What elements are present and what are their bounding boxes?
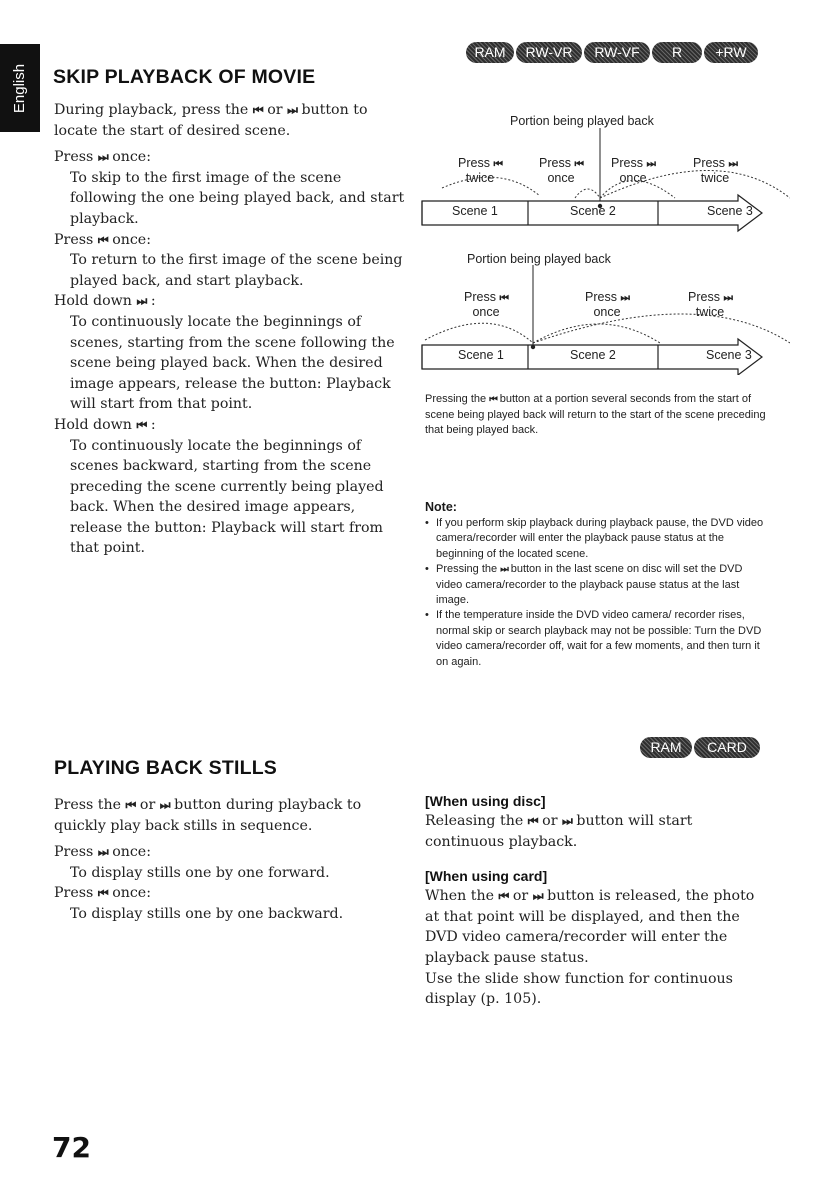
label-line2: twice xyxy=(465,171,495,185)
arrow-skip-back-twice xyxy=(442,177,540,196)
playing-back-stills-body xyxy=(54,795,409,925)
arrow-skip-forward-once xyxy=(533,324,660,343)
item-label: Hold down xyxy=(54,416,132,433)
intro-text-a: During playback, press the xyxy=(54,102,249,118)
badge-r: R xyxy=(652,42,702,63)
language-tab xyxy=(0,44,40,132)
media-type-badges xyxy=(640,737,760,758)
section-title-playing-back-stills: PLAYING BACK STILLS xyxy=(54,757,278,779)
card-paragraph xyxy=(425,886,770,968)
prev-icon: ⏮ xyxy=(252,103,263,117)
intro-text-a: Press the xyxy=(54,797,122,813)
label-line2: twice xyxy=(700,171,730,185)
intro-text-b: or xyxy=(139,797,156,813)
note-block xyxy=(425,500,770,670)
item-suffix: : xyxy=(150,293,156,310)
badge-card: CARD xyxy=(694,737,760,758)
stills-item-press-prev xyxy=(54,883,409,904)
note-item-2 xyxy=(425,562,770,608)
prev-icon: ⏮ xyxy=(97,886,108,901)
item-suffix: once: xyxy=(112,844,151,861)
diagram2-portion-label: Portion being played back xyxy=(467,252,611,266)
item-hold-prev xyxy=(54,415,409,436)
section-title-skip-playback: SKIP PLAYBACK OF MOVIE xyxy=(53,66,316,88)
note-title: Note: xyxy=(425,500,457,514)
note-list xyxy=(425,516,770,670)
item-label: Press xyxy=(54,885,94,902)
intro-text-c: button to locate the start of desired scene. xyxy=(54,102,368,139)
arrow-skip-forward-twice xyxy=(533,314,790,343)
diagram2-scene-2: Scene 2 xyxy=(570,348,616,362)
item-description: To display stills one by one backward. xyxy=(70,905,344,922)
diagram-caption xyxy=(425,392,770,439)
label-line1: Press xyxy=(539,156,571,170)
card-text-b: or xyxy=(512,888,529,905)
note-text-a: Pressing the xyxy=(436,563,498,576)
diagram2-scene-1: Scene 1 xyxy=(458,348,504,362)
label-line1: Press xyxy=(611,156,643,170)
prev-icon: ⏮ xyxy=(125,798,136,812)
item-hold-next xyxy=(54,291,409,312)
label-line2: once xyxy=(472,305,500,319)
label-line2: once xyxy=(547,171,575,185)
item-suffix: once: xyxy=(112,149,151,166)
card-text-a: When the xyxy=(425,888,494,905)
arrow-skip-forward-twice xyxy=(600,171,790,199)
caption-text-b: button at a portion several seconds from the start of scene being played back will return to the start of the scene preceding that being played back. xyxy=(425,393,766,436)
next-icon: ⏭ xyxy=(723,291,732,304)
playback-position-dot xyxy=(531,345,535,349)
item-label: Press xyxy=(54,149,94,166)
caption-text-a: Pressing the xyxy=(425,393,487,405)
item-suffix: once: xyxy=(112,231,151,248)
arrow-skip-back-once xyxy=(575,189,600,198)
disc-type-badges xyxy=(466,42,758,63)
label-line1: Press xyxy=(688,290,720,304)
card-slide-show-note: Use the slide show function for continuous display (p. 105). xyxy=(425,970,733,1008)
label-line1: Press xyxy=(585,290,617,304)
disc-paragraph xyxy=(425,811,770,852)
item-description: To skip to the first image of the scene following the one being played back, and start playback. xyxy=(70,169,405,227)
next-icon: ⏭ xyxy=(646,157,655,170)
page-number: 72 xyxy=(52,1131,91,1164)
next-icon: ⏭ xyxy=(136,294,147,309)
item-label: Press xyxy=(54,231,94,248)
prev-icon: ⏮ xyxy=(527,814,538,828)
intro-text-b: or xyxy=(267,102,283,118)
badge-rw-vf: RW-VF xyxy=(584,42,650,63)
disc-heading: [When using disc] xyxy=(425,793,546,809)
prev-icon: ⏮ xyxy=(574,157,583,170)
item-suffix: : xyxy=(150,416,156,433)
prev-icon: ⏮ xyxy=(498,889,509,904)
diagram1-scene-2: Scene 2 xyxy=(570,204,616,218)
next-icon: ⏭ xyxy=(97,845,108,860)
disc-text-c: button will start continuous playback. xyxy=(425,813,693,850)
next-icon: ⏭ xyxy=(97,150,108,165)
item-description: To return to the first image of the scene being played back, and start playback. xyxy=(70,252,403,289)
item-label: Hold down xyxy=(54,293,132,310)
badge-ram: RAM xyxy=(466,42,514,63)
prev-icon: ⏮ xyxy=(499,291,508,304)
label-line2: once xyxy=(619,171,647,185)
card-text-c: button is released, the photo at that point will be displayed, and then the DVD video camera/recorder will enter the playback pause status. xyxy=(425,888,755,966)
badge-plus-rw: +RW xyxy=(704,42,758,63)
prev-icon: ⏮ xyxy=(136,417,147,432)
diagram1-scene-1: Scene 1 xyxy=(452,204,498,218)
label-line2: twice xyxy=(695,305,725,319)
next-icon: ⏭ xyxy=(287,103,297,117)
label-line1: Press xyxy=(693,156,725,170)
next-icon: ⏭ xyxy=(728,157,737,170)
label-line1: Press xyxy=(458,156,490,170)
card-heading: [When using card] xyxy=(425,868,548,885)
intro-text-c: button during playback to quickly play back stills in sequence. xyxy=(54,797,362,834)
label-line1: Press xyxy=(464,290,496,304)
language-label: English xyxy=(11,63,29,113)
disc-text-a: Releasing the xyxy=(425,813,524,829)
diagram1-portion-label: Portion being played back xyxy=(510,114,654,128)
next-icon: ⏭ xyxy=(159,798,170,812)
item-suffix: once: xyxy=(112,885,151,902)
diagram2-scene-3: Scene 3 xyxy=(706,348,752,362)
item-description: To display stills one by one forward. xyxy=(70,864,330,881)
disc-text-b: or xyxy=(542,813,558,829)
badge-ram: RAM xyxy=(640,737,692,758)
next-icon: ⏭ xyxy=(532,889,543,904)
badge-rw-vr: RW-VR xyxy=(516,42,582,63)
skip-playback-body xyxy=(54,100,409,559)
next-icon: ⏭ xyxy=(562,814,572,828)
prev-icon: ⏮ xyxy=(97,232,108,247)
note-text-b: button in the last scene on disc will set the DVD video camera/recorder to the playback pause status at the last image. xyxy=(436,563,743,607)
item-description: To continuously locate the beginnings of scenes, starting from the scene following the scene being played back. When the desired image appears, release the button: Playback will start from that point. xyxy=(70,313,395,413)
intro-paragraph xyxy=(54,100,409,141)
stills-item-press-next xyxy=(54,842,409,863)
item-label: Press xyxy=(54,844,94,861)
next-icon: ⏭ xyxy=(620,291,629,304)
stills-intro-paragraph xyxy=(54,795,409,836)
arrow-skip-back-once xyxy=(425,323,533,343)
note-item-1: • If you perform skip playback during playback pause, the DVD video camera/recorder will enter the playback pause status at the beginning of the located scene. xyxy=(425,516,770,562)
next-icon: ⏭ xyxy=(500,564,508,576)
prev-icon: ⏮ xyxy=(493,157,502,170)
item-press-next-once xyxy=(54,147,409,168)
item-description: To continuously locate the beginnings of scenes backward, starting from the scene preceding the scene currently being played back. When the desired image appears, release the button: Playback will start from that point. xyxy=(70,437,384,557)
diagram1-scene-3: Scene 3 xyxy=(707,204,753,218)
item-press-prev-once xyxy=(54,230,409,251)
note-item-3: • If the temperature inside the DVD video camera/ recorder rises, normal skip or search playback may not be possible: Turn the DVD video camera/recorder off, wait for a few moments, and then turn it on again. xyxy=(425,608,770,670)
stills-right-column xyxy=(425,793,770,1010)
label-line2: once xyxy=(593,305,621,319)
prev-icon: ⏮ xyxy=(489,394,497,405)
